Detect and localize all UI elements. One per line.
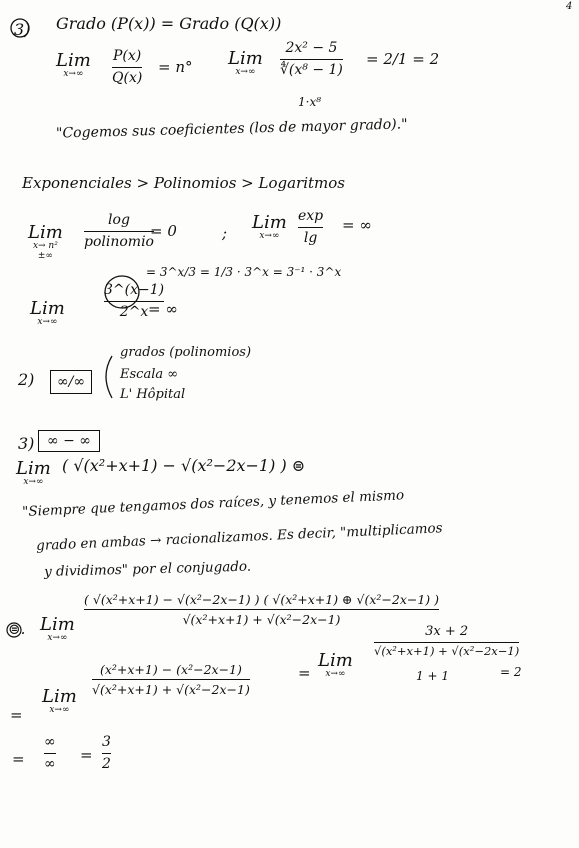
- frac-bar: [102, 753, 111, 754]
- lim-word: Lim: [30, 298, 65, 319]
- frac-den: Q(x): [112, 70, 143, 87]
- method-lhopital: L' Hôpital: [120, 387, 186, 402]
- frac-num: 3x + 2: [425, 624, 469, 639]
- frac-num: ( √(x²+x+1) − √(x²−2x−1) ) ( √(x²+x+1) ⊕ √(x²−2x−1) ): [84, 592, 440, 607]
- frac-bar: [84, 231, 154, 232]
- fraction-simplified: [374, 624, 519, 659]
- limit-root-difference: [16, 460, 51, 488]
- indeterminate-inf-minus-inf: ∞ − ∞: [38, 430, 100, 452]
- limit-step-3: [318, 652, 353, 680]
- root-difference-expression: ( √(x²+x+1) − √(x²−2x−1) ) ⊜: [62, 456, 306, 475]
- leading-coefficients-sum: 1 + 1: [416, 669, 449, 683]
- step-2-prefix: =: [10, 706, 23, 724]
- fraction-log-poly: [84, 212, 154, 251]
- lim-word: Lim: [42, 686, 77, 707]
- exp-rewrite: = 3^x/3 = 1/3 · 3^x = 3⁻¹ · 3^x: [146, 265, 342, 279]
- frac-bar: [84, 609, 439, 610]
- rationalize-note-line3: y dividimos" por el conjugado.: [43, 558, 252, 580]
- bracket: [106, 356, 112, 398]
- limit-exp-over-log: [252, 214, 287, 242]
- section-3b-label: 3): [18, 434, 35, 453]
- indeterminate-inf-over-inf: ∞/∞: [50, 370, 92, 394]
- coefficients-note: "Cogemos sus coeficientes (los de mayor grado).": [55, 116, 408, 142]
- lim-word: Lim: [16, 458, 51, 479]
- frac-bar: [374, 642, 519, 643]
- method-scale: Escala ∞: [120, 367, 179, 382]
- limit-step-1: [40, 616, 75, 644]
- step-4-equals: =: [80, 746, 93, 764]
- frac-num: exp: [298, 208, 324, 224]
- lim-sub: x→∞: [49, 705, 70, 715]
- frac-den: 2^x: [119, 304, 149, 321]
- log-poly-result: = 0: [150, 222, 177, 240]
- leading-term-note: 1·x⁸: [298, 95, 322, 109]
- lim-word: Lim: [28, 222, 63, 243]
- lim-word: Lim: [40, 614, 75, 635]
- method-degrees: grados (polinomios): [120, 345, 252, 360]
- lim-sub: ±∞: [37, 250, 53, 261]
- lim-word: Lim: [318, 650, 353, 671]
- frac-num: log: [108, 212, 130, 228]
- frac-den: √(x²+x+1) + √(x²−2x−1): [374, 643, 520, 658]
- fraction-conjugate: [84, 592, 439, 627]
- lim-sub: x→∞: [63, 69, 84, 79]
- lim-sub: x→∞: [47, 633, 68, 643]
- separator: ;: [222, 224, 228, 242]
- fraction-final: [102, 734, 111, 773]
- rationalize-note-line2: grado en ambas → racionalizamos. Es decir, "multiplicamos: [35, 520, 443, 554]
- frac-den: √(x²+x+1) + √(x²−2x−1): [182, 612, 341, 628]
- fraction-p-over-q: [112, 48, 142, 87]
- frac-den: polinomio: [84, 234, 154, 251]
- rationalize-note-line1: "Siempre que tengamos dos raíces, y tenemos el mismo: [21, 487, 405, 520]
- generic-result: = n°: [158, 58, 193, 76]
- frac-num: 3^(x−1): [104, 282, 165, 298]
- step-3-result: = 2: [500, 665, 522, 679]
- growth-order: Exponenciales > Polinomios > Logaritmos: [22, 174, 345, 192]
- frac-bar: [298, 227, 323, 228]
- lim-sub: x→∞: [23, 477, 44, 487]
- frac-num: ∞: [44, 734, 56, 750]
- frac-bar: [280, 59, 343, 60]
- frac-den: lg: [303, 230, 318, 247]
- exp-example-result: = ∞: [148, 300, 178, 318]
- lim-word: Lim: [252, 212, 287, 233]
- frac-bar: [44, 753, 56, 754]
- step-1-prefix: ⊜.: [8, 620, 26, 638]
- frac-num: 3: [102, 734, 111, 750]
- step-4-prefix: =: [12, 750, 25, 768]
- frac-bar: [112, 67, 142, 68]
- lim-word: Lim: [56, 50, 91, 71]
- lim-sub: x→∞: [37, 317, 58, 327]
- fraction-expanded: [92, 662, 250, 697]
- lim-sub: x→∞: [235, 67, 256, 77]
- lim-sub: x→∞: [259, 231, 280, 241]
- lim-sub: x→∞: [325, 669, 346, 679]
- degree-rule: Grado (P(x)) = Grado (Q(x)): [56, 14, 282, 33]
- lim-word: Lim: [228, 48, 263, 69]
- fraction-inf-inf: [44, 734, 56, 773]
- limit-log-over-poly: [28, 224, 63, 262]
- page-number: 4: [566, 1, 573, 12]
- limit-step-2: [42, 688, 77, 716]
- lim-sub: x→ n²: [32, 241, 58, 251]
- frac-den: ∜(x⁸ − 1): [280, 62, 343, 79]
- limit-exp-example: [30, 300, 65, 328]
- fraction-exp-log: [298, 208, 323, 247]
- frac-den: 2: [102, 756, 111, 773]
- exp-log-result: = ∞: [342, 216, 372, 234]
- frac-bar: [92, 679, 250, 680]
- frac-num: 2x² − 5: [285, 40, 338, 56]
- section-2-label: 2): [18, 370, 35, 389]
- limit-generic: [56, 52, 91, 80]
- frac-num: (x²+x+1) − (x²−2x−1): [99, 662, 242, 677]
- frac-num: P(x): [113, 48, 142, 64]
- fraction-example: [280, 40, 343, 79]
- limit-example: [228, 50, 263, 78]
- section-3-label: 3): [14, 20, 31, 39]
- frac-den: ∞: [44, 756, 56, 773]
- step-3-equals: =: [298, 664, 311, 682]
- example-result: = 2/1 = 2: [366, 50, 440, 68]
- frac-den: √(x²+x+1) + √(x²−2x−1): [92, 682, 250, 698]
